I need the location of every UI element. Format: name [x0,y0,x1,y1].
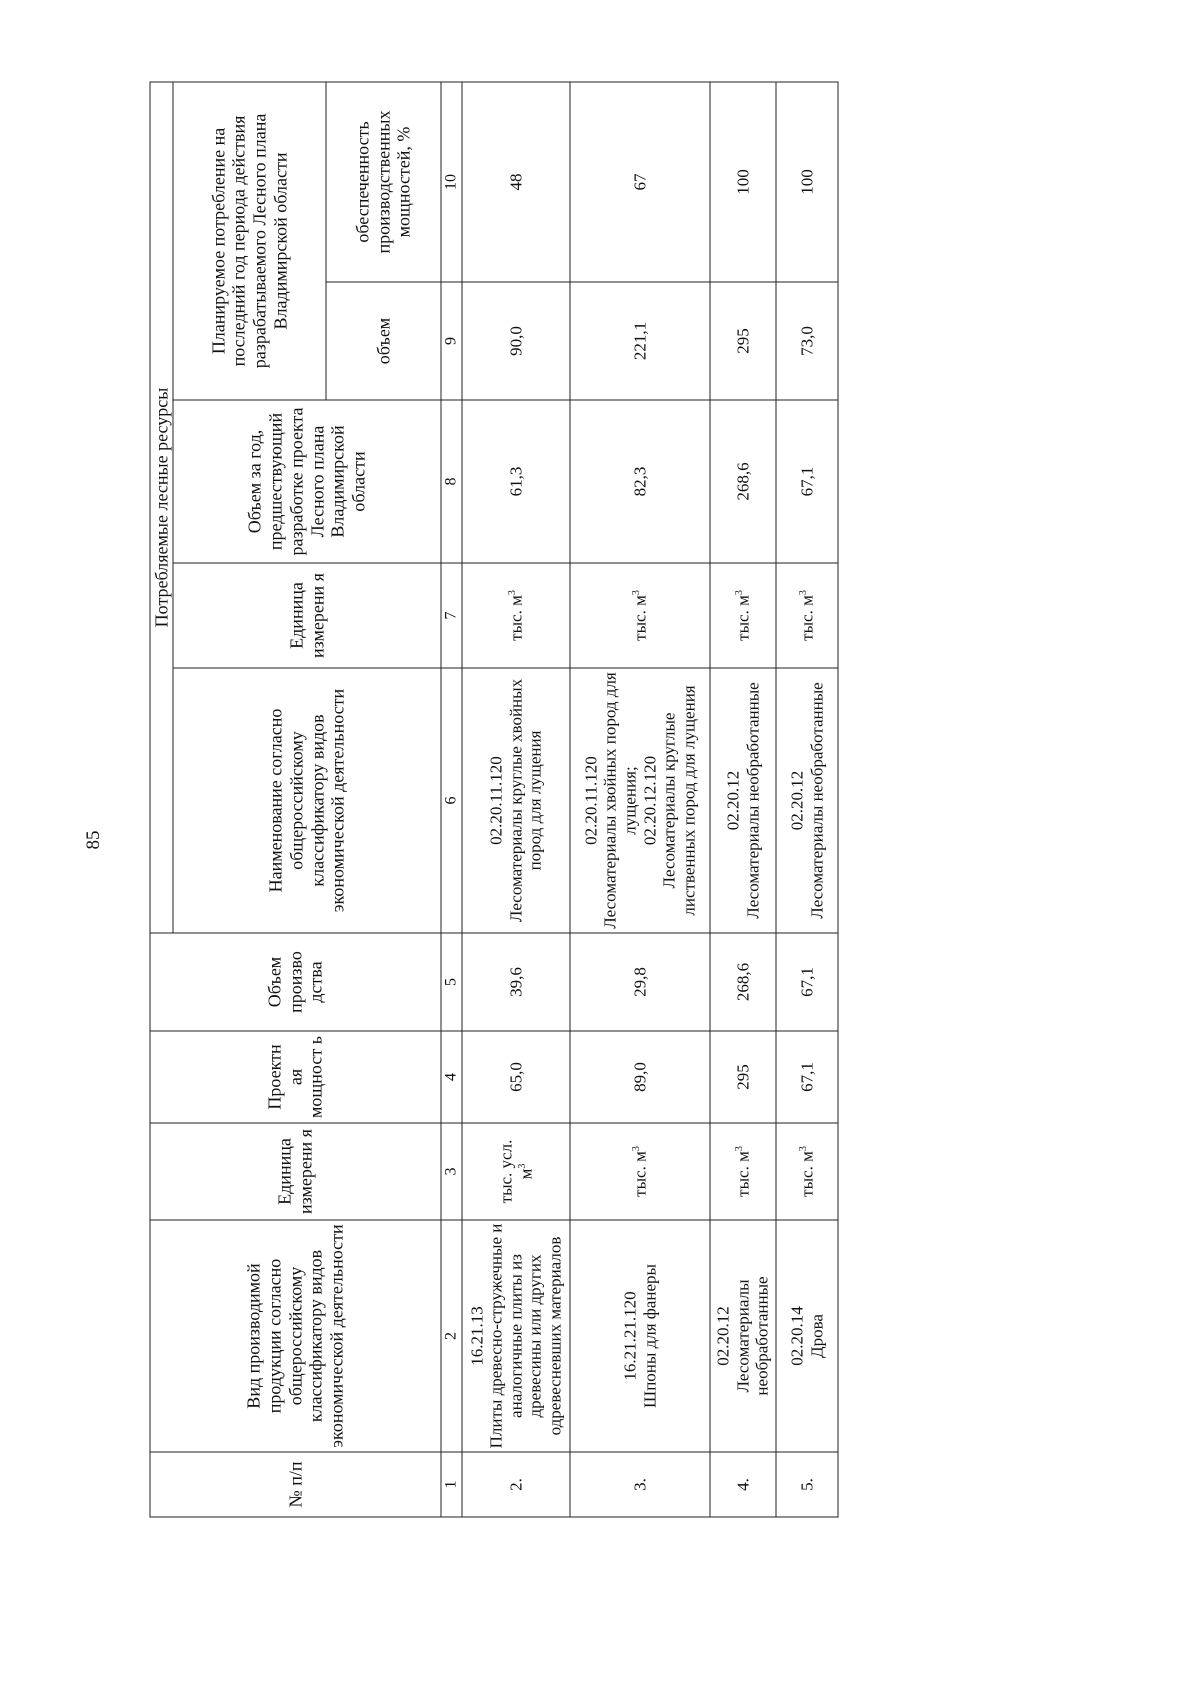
planned-volume-value: 295 [710,282,776,400]
resource-unit [570,563,710,668]
volume-value: 67,1 [776,933,838,1031]
resource-code-2: 02.20.12.120 [640,755,659,846]
resource-name-2: Лесоматериалы круглые лиственных пород для лущения [659,685,699,916]
header-resource-name: Наименование согласно общероссийскому классификатору видов экономической деятельности [173,668,441,933]
supply-pct-value: 100 [776,82,838,282]
resource-name: Лесоматериалы необработанные [743,682,762,919]
product-cell [710,1220,776,1452]
column-number: 7 [441,563,462,668]
table-row [776,82,838,1517]
capacity-value: 89,0 [570,1031,710,1123]
supply-pct-value: 48 [462,82,570,282]
column-number: 9 [441,282,462,400]
header-capacity: Проектн ая мощност ь [150,1031,441,1123]
column-number: 1 [441,1452,462,1517]
product-code: 02.20.12 [713,1306,733,1366]
prev-year-value: 61,3 [462,400,570,563]
header-resource-unit: Единица измерени я [173,563,441,668]
column-number: 5 [441,933,462,1031]
prev-year-value: 268,6 [710,400,776,563]
page-number: 85 [83,830,104,850]
column-number: 2 [441,1220,462,1452]
unit-main: тыс. м [733,1151,753,1197]
volume-value: 268,6 [710,933,776,1031]
header-prev-year-volume: Объем за год, предшествующий разработке проекта Лесного плана Владимирской области [173,400,441,563]
column-number: 4 [441,1031,462,1123]
product-cell [776,1220,838,1452]
volume-value: 29,8 [570,933,710,1031]
header-n: № п/п [150,1452,441,1517]
resource-unit [710,563,776,668]
res-unit-sup: 3 [630,590,642,596]
unit-main: тыс. м [797,1151,817,1197]
unit-sup: 3 [516,1163,528,1169]
product-cell [570,1220,710,1452]
product-cell [462,1220,570,1452]
header-row-1 [150,82,173,1517]
unit-cell [462,1123,570,1220]
planned-volume-value: 73,0 [776,282,838,400]
column-number: 3 [441,1123,462,1220]
unit-sup: 3 [797,1146,809,1152]
capacity-value: 67,1 [776,1031,838,1123]
prev-year-value: 82,3 [570,400,710,563]
res-unit-main: тыс. м [733,595,753,641]
forest-resources-table [150,81,839,1517]
table-row [570,82,710,1517]
volume-value: 39,6 [462,933,570,1031]
prev-year-value: 67,1 [776,400,838,563]
supply-pct-value: 100 [710,82,776,282]
table-row [462,82,570,1517]
product-name: Дрова [807,1314,826,1358]
resource-name: Лесоматериалы хвойных пород для лущения; [600,672,640,929]
resource-cell [710,668,776,933]
resource-cell [462,668,570,933]
column-number: 10 [441,82,462,282]
product-code: 16.21.21.120 [620,1291,640,1381]
resource-name: Лесоматериалы круглые хвойных пород для лущения [506,678,545,923]
res-unit-sup: 3 [797,590,809,596]
column-number: 8 [441,400,462,563]
capacity-value: 295 [710,1031,776,1123]
resource-unit [776,563,838,668]
unit-main: тыс. м [630,1151,650,1197]
unit-sup: 3 [733,1146,745,1152]
res-unit-sup: 3 [733,590,745,596]
capacity-value: 65,0 [462,1031,570,1123]
row-number: 2. [462,1452,570,1517]
unit-main: м [516,1168,535,1180]
unit-prefix: тыс. усл. [496,1139,516,1204]
table-row [710,82,776,1517]
resource-cell [570,668,710,933]
unit-cell [776,1123,838,1220]
header-supply-pct: обеспеченность производственных мощностей, % [326,82,441,282]
resource-code: 02.20.11.120 [486,756,506,845]
column-number-row [441,82,462,1517]
res-unit-main: тыс. м [797,595,817,641]
product-name: Лесоматериалы необработанные [733,1276,772,1396]
planned-volume-value: 221,1 [570,282,710,400]
column-number: 6 [441,668,462,933]
resource-name: Лесоматериалы необработанные [807,682,826,919]
unit-sup: 3 [630,1146,642,1152]
rotated-table-container [150,83,826,1518]
header-product-type: Вид производимой продукции согласно общероссийскому классификатору видов экономической деятельности [150,1220,441,1452]
product-name: Плиты древесно-стружечные и аналогичные плиты из древесины или других одревесневших материалов [486,1223,565,1449]
resource-code: 02.20.11.120 [581,756,601,845]
header-planned-consumption: Планируемое потребление на последний год периода действия разрабатываемого Лесного плана Владимирской области [173,82,326,400]
resource-cell [776,668,838,933]
res-unit-main: тыс. м [630,595,650,641]
product-code: 16.21.13 [467,1306,487,1366]
header-consumed-resources: Потребляемые лесные ресурсы [150,82,173,933]
res-unit-main: тыс. м [506,595,526,641]
resource-code: 02.20.12 [723,770,743,831]
unit-cell [570,1123,710,1220]
row-number: 4. [710,1452,776,1517]
resource-unit [462,563,570,668]
supply-pct-value: 67 [570,82,710,282]
product-code: 02.20.14 [787,1306,807,1366]
product-name: Шпоны для фанеры [640,1264,659,1408]
res-unit-sup: 3 [506,590,518,596]
header-planned-volume: объем [326,282,441,400]
header-unit: Единица измерени я [150,1123,441,1220]
row-number: 5. [776,1452,838,1517]
row-number: 3. [570,1452,710,1517]
header-production-volume: Объем произво дства [150,933,441,1031]
unit-cell [710,1123,776,1220]
resource-code: 02.20.12 [787,770,807,831]
planned-volume-value: 90,0 [462,282,570,400]
